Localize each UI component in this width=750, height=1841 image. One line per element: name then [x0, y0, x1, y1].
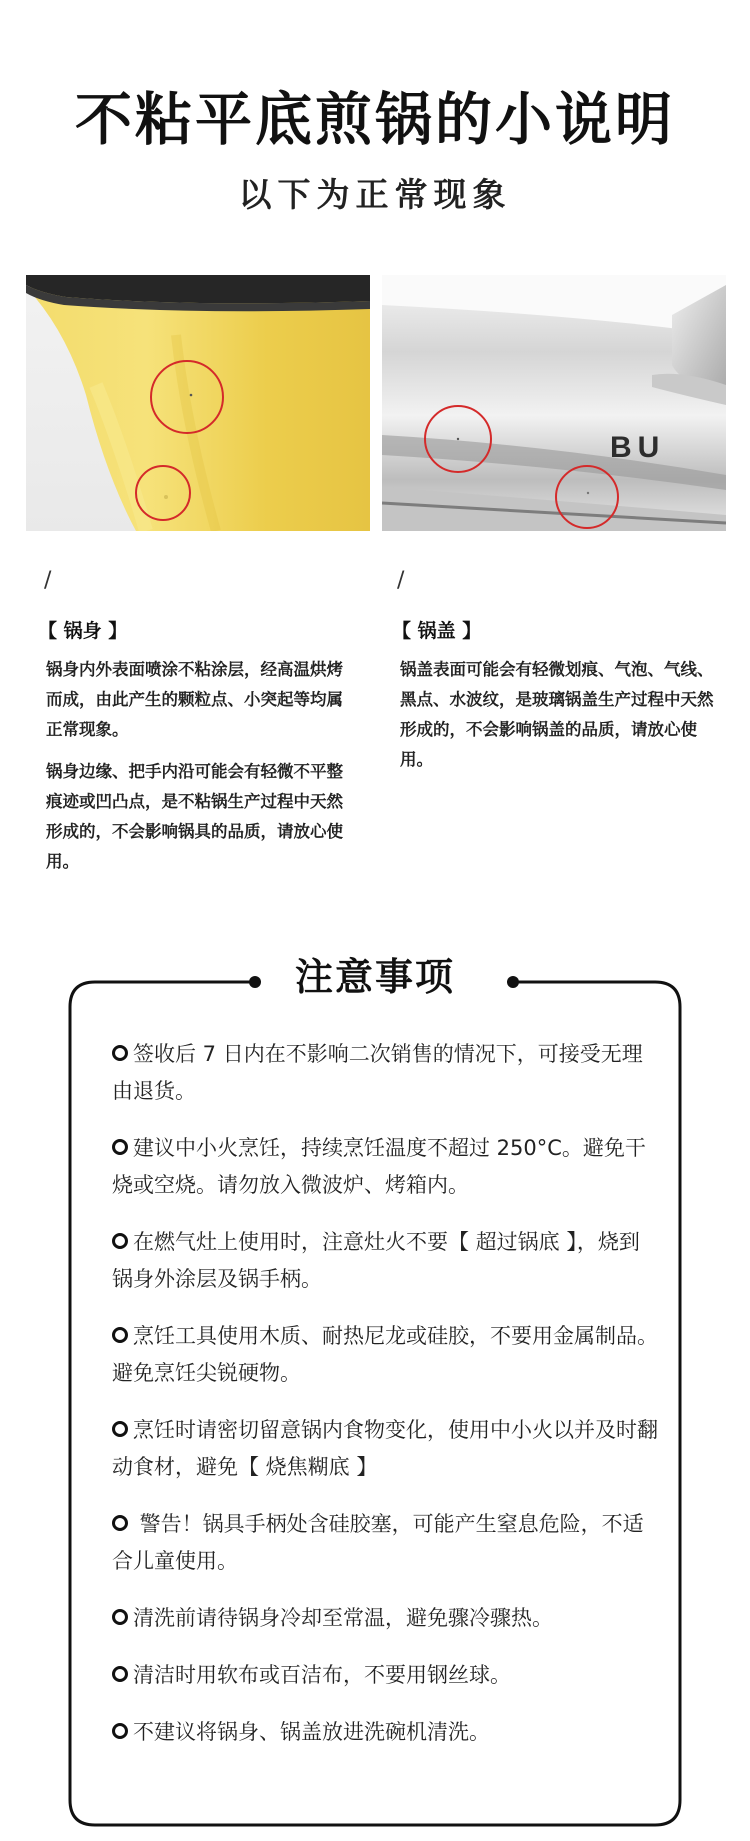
- note-item: 建议中小火烹饪，持续烹饪温度不超过 250°C。避免干烧或空烧。请勿放入微波炉、烤箱内。: [112, 1136, 646, 1197]
- note-item: 烹饪工具使用木质、耐热尼龙或硅胶，不要用金属制品。避免烹饪尖锐硬物。: [112, 1324, 658, 1385]
- note-item: 签收后 7 日内在不影响二次销售的情况下，可接受无理由退货。: [112, 1042, 643, 1103]
- bullet-circle-icon: [112, 1723, 128, 1739]
- note-item: 在燃气灶上使用时，注意灶火不要【 超过锅底 】，烧到锅身外涂层及锅手柄。: [112, 1230, 640, 1291]
- bullet-circle-icon: [112, 1045, 128, 1061]
- notes-list: [112, 1036, 660, 1771]
- note-item: 清洗前请待锅身冷却至常温，避免骤冷骤热。: [112, 1600, 660, 1637]
- pan-body-photo: [26, 275, 370, 531]
- bullet-circle-icon: [112, 1327, 128, 1343]
- bullet-circle-icon: [112, 1666, 128, 1682]
- lid-paragraph-1: 锅盖表面可能会有轻微划痕、气泡、气线、黑点、水波纹，是玻璃锅盖生产过程中天然形成的，不会影响锅盖的品质，请放心使用。: [400, 659, 714, 769]
- page-subtitle: 以下为正常现象: [238, 175, 512, 214]
- bullet-circle-icon: [112, 1233, 128, 1249]
- divider-slash-left: /: [44, 568, 52, 593]
- note-item-warning: 警告！锅具手柄处含硅胶塞，可能产生窒息危险，不适合儿童使用。: [112, 1512, 644, 1573]
- pan-body-paragraph-1: 锅身内外表面喷涂不粘涂层，经高温烘烤而成，由此产生的颗粒点、小突起等均属正常现象。: [46, 659, 343, 739]
- bullet-circle-icon: [112, 1609, 128, 1625]
- lid-title: 【 锅盖 】: [392, 620, 482, 642]
- divider-slash-right: /: [397, 568, 405, 593]
- lid-section: [392, 618, 722, 787]
- notes-title: 注意事项: [294, 955, 455, 999]
- page-title: 不粘平底煎锅的小说明: [75, 87, 675, 153]
- lid-logo-text: BU: [610, 431, 666, 464]
- pan-body-section: [38, 618, 358, 889]
- note-item: 清洁时用软布或百洁布，不要用钢丝球。: [112, 1657, 660, 1694]
- bullet-circle-icon: [112, 1421, 128, 1437]
- note-item: 不建议将锅身、锅盖放进洗碗机清洗。: [112, 1714, 660, 1751]
- bullet-circle-icon: [112, 1139, 128, 1155]
- bullet-circle-icon: [112, 1515, 128, 1531]
- pan-body-title: 【 锅身 】: [38, 620, 128, 642]
- lid-rim-photo: [382, 275, 726, 531]
- pan-body-paragraph-2: 锅身边缘、把手内沿可能会有轻微不平整痕迹或凹凸点，是不粘锅生产过程中天然形成的，不会影响锅具的品质，请放心使用。: [46, 761, 343, 871]
- note-item: 烹饪时请密切留意锅内食物变化，使用中小火以并及时翻动食材，避免【 烧焦糊底 】: [112, 1418, 658, 1479]
